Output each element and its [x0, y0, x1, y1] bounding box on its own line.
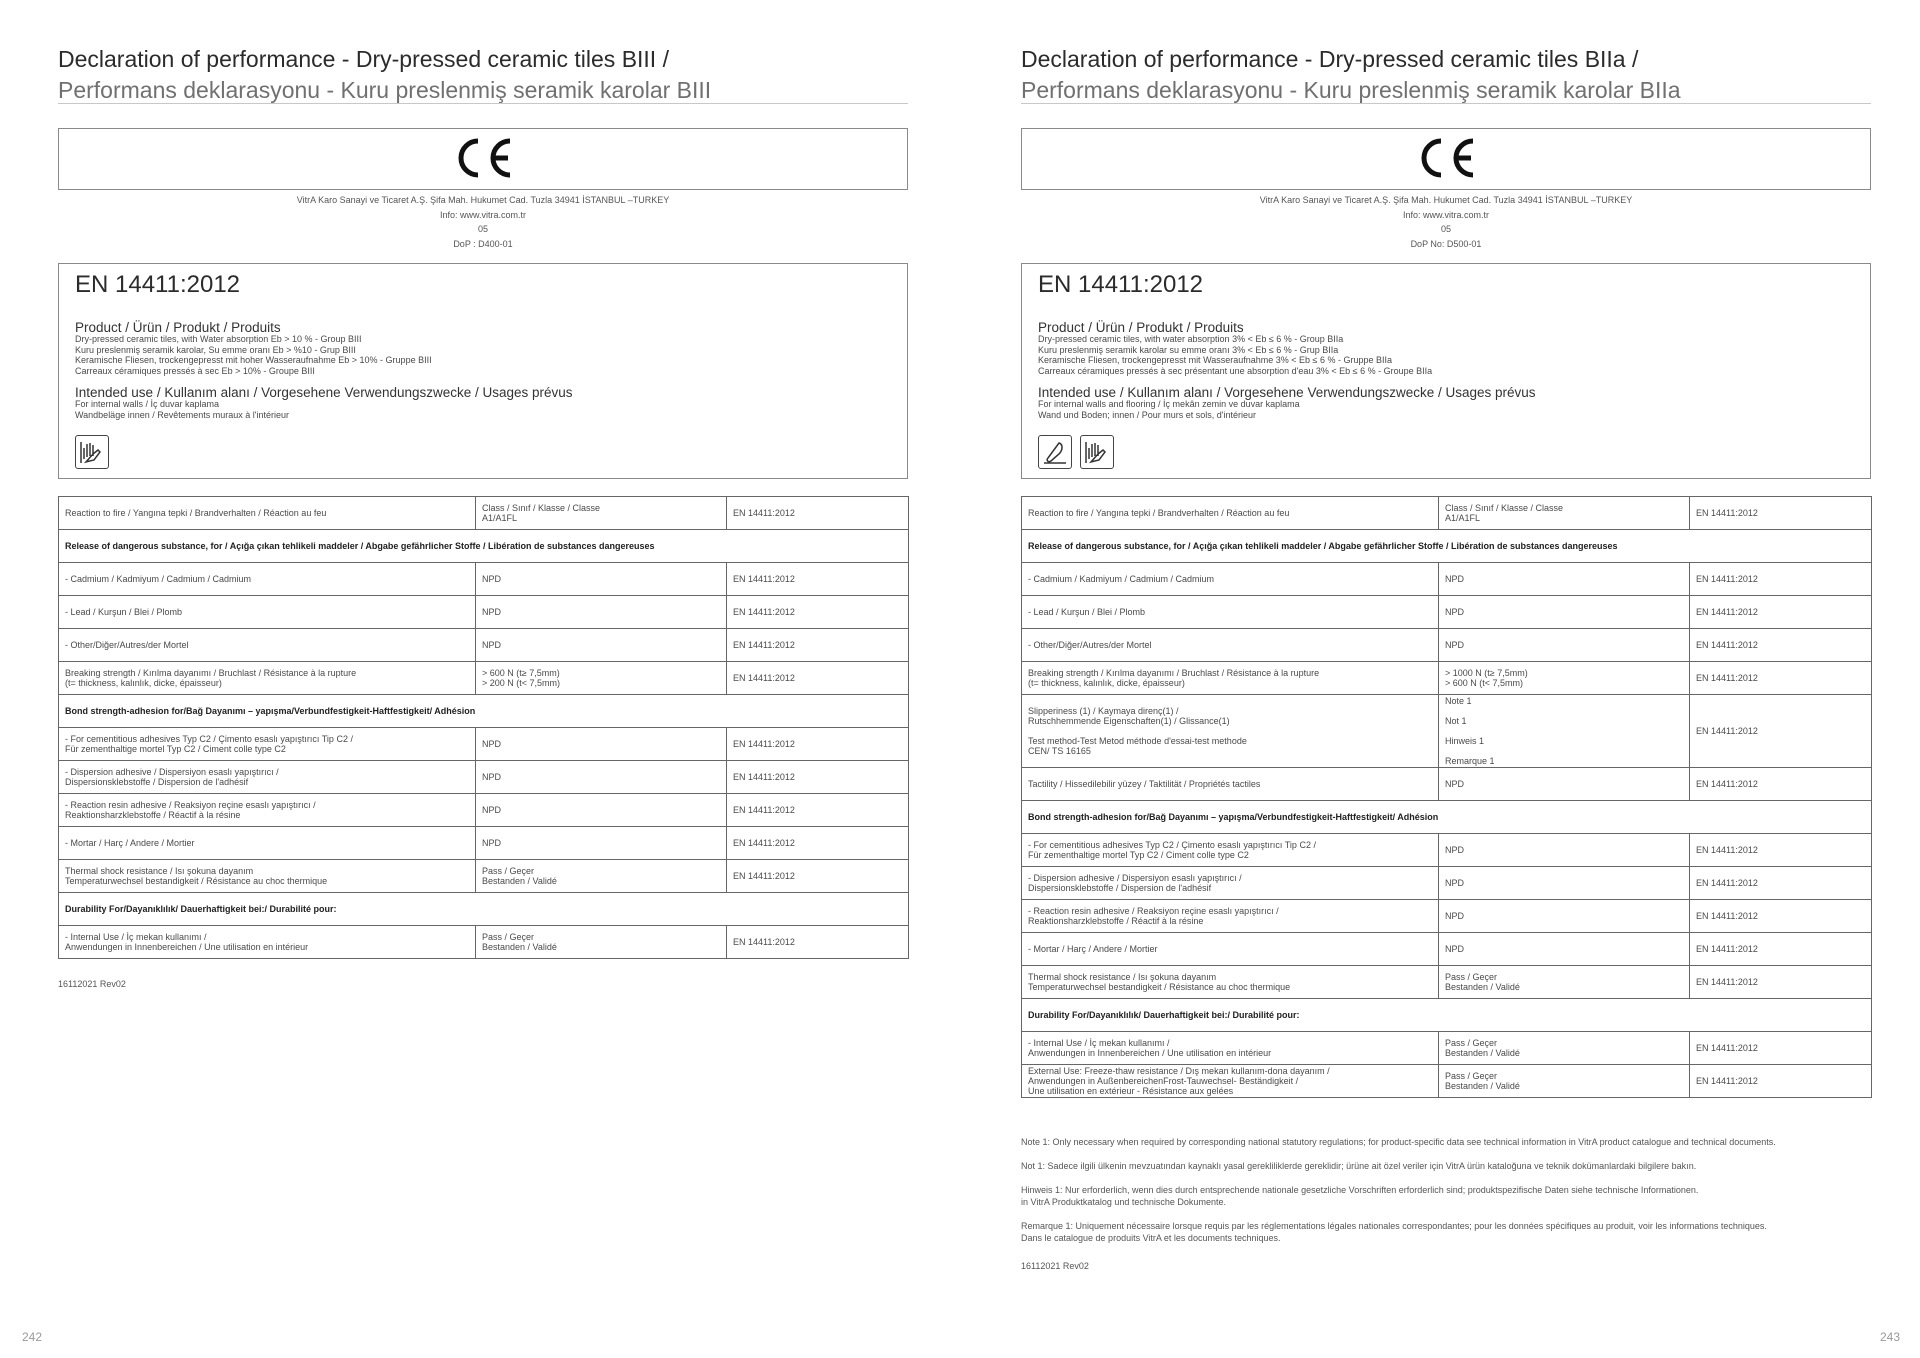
property-cell: - Internal Use / İç mekan kullanımı / Anwendungen in Innenbereichen / Une utilisation en intérieur [1022, 1032, 1439, 1065]
table-row [59, 497, 909, 530]
dop-number: DoP No: D500-01 [1410, 238, 1482, 249]
product-box [58, 263, 908, 479]
table-row [59, 761, 909, 794]
table-row [59, 662, 909, 695]
section-heading: Bond strength-adhesion for/Bağ Dayanımı – yapışma/Verbundfestigkeit-Haftfestigkeit/ Adhésion [59, 695, 909, 728]
property-cell: Thermal shock resistance / Isı şokuna dayanım Temperaturwechsel bestandigkeit / Résistance au choc thermique [1022, 966, 1439, 999]
manufacturer-info [1021, 193, 1871, 251]
manufacturer-web: Info: www.vitra.com.tr [439, 209, 527, 220]
standard-cell: EN 14411:2012 [1690, 966, 1872, 999]
ce-year: 05 [1440, 224, 1451, 234]
footnote-de: Hinweis 1: Nur erforderlich, wenn dies durch entsprechende nationale gesetzliche Vorschriften erforderlich sind; produktspezifische Daten siehe technische Informationen. in VitrA Produktkatalog und technische Dokumente. [1021, 1185, 1699, 1207]
performance-cell: NPD [1439, 834, 1690, 867]
property-cell: - Dispersion adhesive / Dispersiyon esaslı yapıştırıcı / Dispersionsklebstoffe / Dispersion de l'adhésif [59, 761, 476, 794]
table-row [1022, 933, 1872, 966]
performance-cell: Pass / Geçer Bestanden / Validé [476, 860, 727, 893]
performance-table [58, 496, 909, 959]
standard-cell: EN 14411:2012 [1690, 900, 1872, 933]
table-row [1022, 662, 1872, 695]
standard-cell: EN 14411:2012 [727, 563, 909, 596]
standard-cell: EN 14411:2012 [727, 596, 909, 629]
revision-code: 16112021 Rev02 [1021, 1261, 1089, 1271]
performance-cell: NPD [476, 728, 727, 761]
property-cell: Slipperiness (1) / Kaymaya direnç(1) / Rutschhemmende Eigenschaften(1) / Glissance(1) Test method-Test Metod méthode d'essai-test methode CEN/ TS 16165 [1022, 695, 1439, 768]
table-row [1022, 834, 1872, 867]
right-page [1021, 0, 1871, 1358]
table-row [59, 926, 909, 959]
property-cell: External Use: Freeze-thaw resistance / Dış mekan kullanım-dona dayanım / Anwendungen in AußenbereichenFrost-Tauwechsel- Beständigkeit / Une utilisation en extérieur - Résistance aux gelées [1022, 1065, 1439, 1098]
property-cell: Breaking strength / Kırılma dayanımı / Bruchlast / Résistance à la rupture (t= thickness, kalınlık, dicke, épaisseur) [59, 662, 476, 695]
table-row [1022, 768, 1872, 801]
table-row [59, 563, 909, 596]
table-section-row [1022, 530, 1872, 563]
dop-number: DoP : D400-01 [453, 238, 513, 249]
section-heading: Bond strength-adhesion for/Bağ Dayanımı – yapışma/Verbundfestigkeit-Haftfestigkeit/ Adhésion [1022, 801, 1872, 834]
table-row [59, 629, 909, 662]
property-cell: - Mortar / Harç / Andere / Mortier [1022, 933, 1439, 966]
product-lines [1038, 334, 1432, 376]
table-row [59, 794, 909, 827]
standard-cell: EN 14411:2012 [1690, 768, 1872, 801]
manufacturer-web: Info: www.vitra.com.tr [1402, 209, 1490, 220]
table-section-row [1022, 999, 1872, 1032]
table-section-row [59, 893, 909, 926]
product-line: Keramische Fliesen, trockengepresst mit Wasseraufnahme 3% < Eb ≤ 6 % - Gruppe BIIa [1038, 355, 1393, 365]
standard-cell: EN 14411:2012 [727, 926, 909, 959]
performance-cell: NPD [476, 563, 727, 596]
performance-cell: Pass / Geçer Bestanden / Validé [1439, 1065, 1690, 1098]
standard-cell: EN 14411:2012 [727, 860, 909, 893]
performance-cell: NPD [476, 794, 727, 827]
performance-cell: NPD [1439, 768, 1690, 801]
performance-cell: NPD [1439, 596, 1690, 629]
standard-cell: EN 14411:2012 [1690, 629, 1872, 662]
ce-mark-box [1021, 128, 1871, 190]
ce-mark-box [58, 128, 908, 190]
product-line: Kuru preslenmiş seramik karolar, Su emme oranı Eb > %10 - Grup BIII [75, 344, 356, 355]
footnotes [1021, 1136, 1881, 1256]
standard-cell: EN 14411:2012 [1690, 596, 1872, 629]
section-heading: Durability For/Dayanıklılık/ Dauerhaftigkeit bei:/ Durabilité pour: [1022, 999, 1872, 1032]
intended-use-line: Wand und Boden; innen / Pour murs et sols, d'intérieur [1038, 409, 1257, 420]
table-row [1022, 695, 1872, 768]
usage-icons [1038, 435, 1114, 469]
standard-cell: EN 14411:2012 [1690, 662, 1872, 695]
standard-cell: EN 14411:2012 [727, 761, 909, 794]
property-cell: - Reaction resin adhesive / Reaksiyon reçine esaslı yapıştırıcı / Reaktionsharzklebstoffe / Réactif à la résine [59, 794, 476, 827]
table-section-row [1022, 801, 1872, 834]
standard-cell: EN 14411:2012 [727, 497, 909, 530]
table-row [1022, 563, 1872, 596]
performance-table [1021, 496, 1872, 1098]
wall-hand-icon [1080, 435, 1114, 469]
standard-code: EN 14411:2012 [75, 271, 241, 298]
manufacturer-address: VitrA Karo Sanayi ve Ticaret A.Ş. Şifa Mah. Hukumet Cad. Tuzla 34941 İSTANBUL –TURKEY [296, 195, 670, 205]
product-box [1021, 263, 1871, 479]
section-heading: Release of dangerous substance, for / Açığa çıkan tehlikeli maddeler / Abgabe gefährlicher Stoffe / Libération de substances dangereuses [59, 530, 909, 563]
section-heading: Durability For/Dayanıklılık/ Dauerhaftigkeit bei:/ Durabilité pour: [59, 893, 909, 926]
table-row [1022, 1065, 1872, 1098]
performance-cell: NPD [1439, 629, 1690, 662]
performance-cell: NPD [1439, 867, 1690, 900]
product-line: Dry-pressed ceramic tiles, with water absorption 3% < Eb ≤ 6 % - Group BIIa [1038, 334, 1344, 344]
standard-cell: EN 14411:2012 [1690, 1065, 1872, 1098]
performance-cell: NPD [476, 761, 727, 794]
table-section-row [59, 695, 909, 728]
table-row [59, 860, 909, 893]
standard-cell: EN 14411:2012 [727, 794, 909, 827]
page-subtitle: Performans deklarasyonu - Kuru preslenmiş seramik karolar BIIa [1021, 77, 1681, 103]
standard-cell: EN 14411:2012 [1690, 834, 1872, 867]
property-cell: Tactility / Hissedilebilir yüzey / Taktilität / Propriétés tactiles [1022, 768, 1439, 801]
table-section-row [59, 530, 909, 563]
table-row [59, 827, 909, 860]
footnote-en: Note 1: Only necessary when required by corresponding national statutory regulations; for product-specific data see technical information in VitrA product catalogue and technical documents. [1021, 1137, 1776, 1147]
performance-cell: NPD [476, 596, 727, 629]
table-row [1022, 497, 1872, 530]
standard-cell: EN 14411:2012 [1690, 933, 1872, 966]
product-line: Carreaux céramiques pressés à sec présentant une absorption d'eau 3% < Eb ≤ 6 % - Groupe BIIa [1038, 365, 1433, 376]
footnote-fr: Remarque 1: Uniquement nécessaire lorsque requis par les réglementations légales nationales correspondantes; pour les données spécifiques au produit, voir les informations techniques. Dans le catalogue de produits VitrA et les documents techniques. [1021, 1221, 1767, 1243]
standard-cell: EN 14411:2012 [1690, 867, 1872, 900]
intended-use-lines [75, 399, 289, 420]
product-heading: Product / Ürün / Produkt / Produits [75, 320, 281, 335]
product-lines [75, 334, 432, 376]
page-title: Declaration of performance - Dry-pressed ceramic tiles BIIa / [1021, 46, 1639, 72]
property-cell: - Other/Diğer/Autres/der Mortel [1022, 629, 1439, 662]
standard-cell: EN 14411:2012 [727, 629, 909, 662]
revision-code: 16112021 Rev02 [58, 979, 126, 989]
floor-foot-icon [1038, 435, 1072, 469]
property-cell: - Lead / Kurşun / Blei / Plomb [59, 596, 476, 629]
intended-use-line: Wandbeläge innen / Revêtements muraux à l'intérieur [75, 409, 290, 420]
performance-cell: NPD [1439, 563, 1690, 596]
standard-code: EN 14411:2012 [1038, 271, 1204, 298]
intended-use-heading: Intended use / Kullanım alanı / Vorgesehene Verwendungszwecke / Usages prévus [75, 385, 573, 400]
property-cell: - For cementitious adhesives Typ C2 / Çimento esaslı yapıştırıcı Tip C2 / Für zementhaltige mortel Typ C2 / Ciment colle type C2 [59, 728, 476, 761]
standard-cell: EN 14411:2012 [727, 827, 909, 860]
property-cell: Reaction to fire / Yangına tepki / Brandverhalten / Réaction au feu [59, 497, 476, 530]
property-cell: Thermal shock resistance / Isı şokuna dayanım Temperaturwechsel bestandigkeit / Résistance au choc thermique [59, 860, 476, 893]
performance-cell: NPD [1439, 933, 1690, 966]
performance-cell: Note 1 Not 1 Hinweis 1 Remarque 1 [1439, 695, 1690, 768]
manufacturer-info [58, 193, 908, 251]
page-subtitle: Performans deklarasyonu - Kuru preslenmiş seramik karolar BIII [58, 77, 712, 103]
property-cell: - Cadmium / Kadmiyum / Cadmium / Cadmium [59, 563, 476, 596]
intended-use-lines [1038, 399, 1300, 420]
table-row [1022, 966, 1872, 999]
page-number-right: 243 [1880, 1330, 1901, 1344]
table-row [1022, 596, 1872, 629]
intended-use-heading: Intended use / Kullanım alanı / Vorgesehene Verwendungszwecke / Usages prévus [1038, 385, 1536, 400]
product-line: Kuru preslenmiş seramik karolar su emme oranı 3% < Eb ≤ 6 % - Grup BIIa [1038, 344, 1339, 355]
title-divider [58, 103, 908, 104]
left-page [58, 0, 908, 1358]
performance-cell: NPD [476, 827, 727, 860]
standard-cell: EN 14411:2012 [1690, 563, 1872, 596]
table-row [1022, 900, 1872, 933]
table-row [1022, 867, 1872, 900]
performance-cell: NPD [1439, 900, 1690, 933]
performance-cell: Class / Sınıf / Klasse / Classe A1/A1FL [476, 497, 727, 530]
property-cell: - Cadmium / Kadmiyum / Cadmium / Cadmium [1022, 563, 1439, 596]
product-line: Carreaux céramiques pressés à sec Eb > 10% - Groupe BIII [75, 365, 315, 376]
product-line: Keramische Fliesen, trockengepresst mit hoher Wasseraufnahme Eb > 10% - Gruppe BIII [75, 355, 432, 365]
standard-cell: EN 14411:2012 [727, 728, 909, 761]
property-cell: - For cementitious adhesives Typ C2 / Çimento esaslı yapıştırıcı Tip C2 / Für zementhaltige mortel Typ C2 / Ciment colle type C2 [1022, 834, 1439, 867]
performance-cell: > 1000 N (t≥ 7,5mm) > 600 N (t< 7,5mm) [1439, 662, 1690, 695]
property-cell: - Reaction resin adhesive / Reaksiyon reçine esaslı yapıştırıcı / Reaktionsharzklebstoffe / Réactif à la résine [1022, 900, 1439, 933]
standard-cell: EN 14411:2012 [1690, 1032, 1872, 1065]
product-line: Dry-pressed ceramic tiles, with Water absorption Eb > 10 % - Group BIII [75, 334, 362, 344]
ce-mark-icon [1413, 135, 1479, 181]
property-cell: - Dispersion adhesive / Dispersiyon esaslı yapıştırıcı / Dispersionsklebstoffe / Dispersion de l'adhésif [1022, 867, 1439, 900]
section-heading: Release of dangerous substance, for / Açığa çıkan tehlikeli maddeler / Abgabe gefährlicher Stoffe / Libération de substances dangereuses [1022, 530, 1872, 563]
property-cell: - Other/Diğer/Autres/der Mortel [59, 629, 476, 662]
usage-icons [75, 435, 109, 469]
property-cell: Reaction to fire / Yangına tepki / Brandverhalten / Réaction au feu [1022, 497, 1439, 530]
page-number-left: 242 [22, 1330, 43, 1344]
property-cell: Breaking strength / Kırılma dayanımı / Bruchlast / Résistance à la rupture (t= thickness, kalınlık, dicke, épaisseur) [1022, 662, 1439, 695]
standard-cell: EN 14411:2012 [727, 662, 909, 695]
performance-cell: Class / Sınıf / Klasse / Classe A1/A1FL [1439, 497, 1690, 530]
performance-cell: NPD [476, 629, 727, 662]
property-cell: - Internal Use / İç mekan kullanımı / Anwendungen in Innenbereichen / Une utilisation en intérieur [59, 926, 476, 959]
table-row [1022, 1032, 1872, 1065]
ce-mark-icon [450, 135, 516, 181]
standard-cell: EN 14411:2012 [1690, 497, 1872, 530]
performance-cell: Pass / Geçer Bestanden / Validé [1439, 966, 1690, 999]
product-heading: Product / Ürün / Produkt / Produits [1038, 320, 1244, 335]
standard-cell: EN 14411:2012 [1690, 695, 1872, 768]
performance-cell: > 600 N (t≥ 7,5mm) > 200 N (t< 7,5mm) [476, 662, 727, 695]
table-row [1022, 629, 1872, 662]
performance-cell: Pass / Geçer Bestanden / Validé [476, 926, 727, 959]
manufacturer-address: VitrA Karo Sanayi ve Ticaret A.Ş. Şifa Mah. Hukumet Cad. Tuzla 34941 İSTANBUL –TURKEY [1259, 195, 1633, 205]
table-row [59, 596, 909, 629]
footnote-tr: Not 1: Sadece ilgili ülkenin mevzuatından kaynaklı yasal gerekliliklerde gereklidir; ürüne ait özel veriler için VitrA ürün kataloğuna ve teknik dokümanlardaki bilgilere bakın. [1021, 1161, 1697, 1171]
intended-use-line: For internal walls and flooring / İç mekân zemin ve duvar kaplama [1038, 399, 1300, 409]
performance-cell: Pass / Geçer Bestanden / Validé [1439, 1032, 1690, 1065]
property-cell: - Mortar / Harç / Andere / Mortier [59, 827, 476, 860]
table-row [59, 728, 909, 761]
wall-hand-icon [75, 435, 109, 469]
ce-year: 05 [477, 224, 488, 234]
property-cell: - Lead / Kurşun / Blei / Plomb [1022, 596, 1439, 629]
title-divider [1021, 103, 1871, 104]
page-title: Declaration of performance - Dry-pressed ceramic tiles BIII / [58, 46, 669, 72]
intended-use-line: For internal walls / İç duvar kaplama [75, 399, 220, 409]
